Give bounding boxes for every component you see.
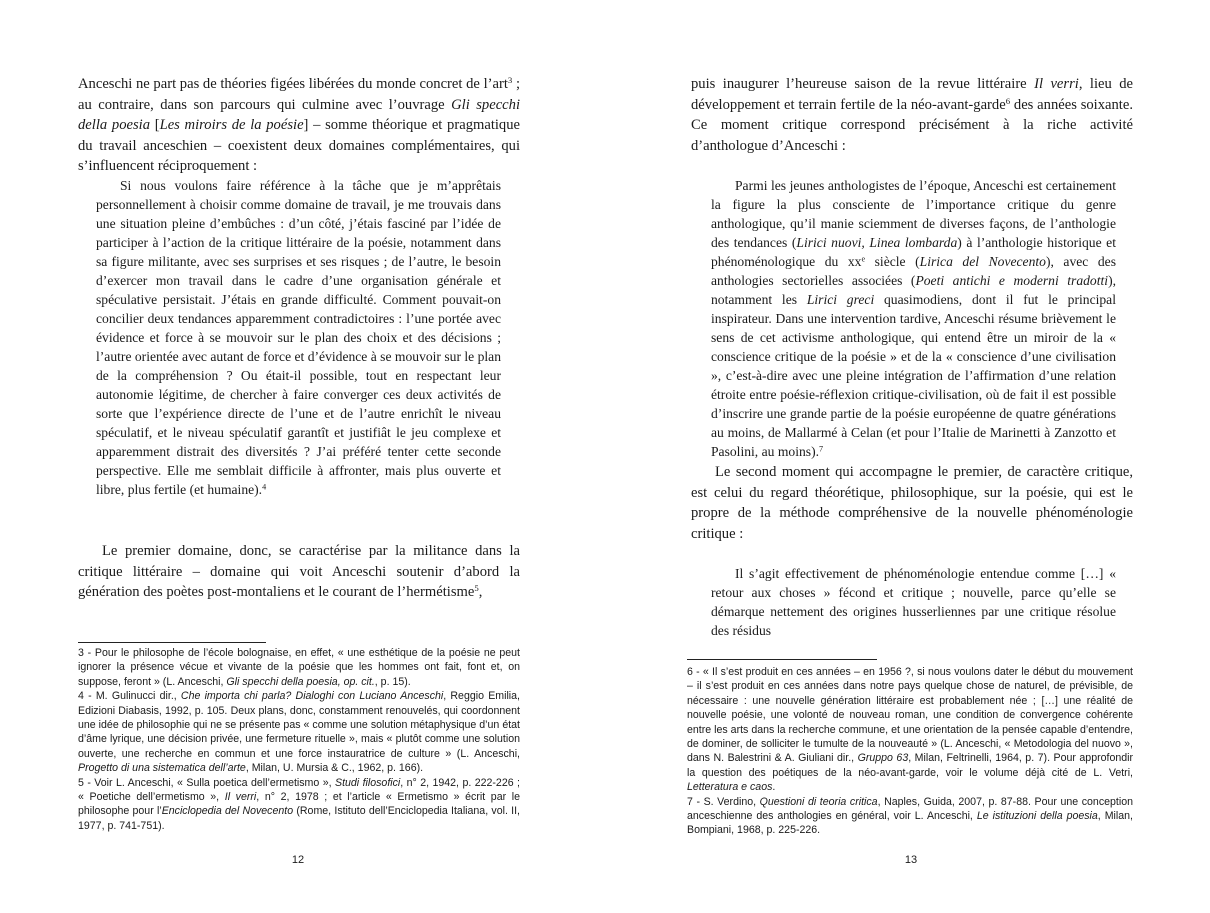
footnote: 5 - Voir L. Anceschi, « Sulla poetica dell’ermetismo », Studi filosofici, n° 2, 1942, p. 222-226 ; « Poetiche dell’ermetismo », Il verri, n° 2, 1978 ; et l’article « Ermetismo » écrit par le philosophe pour l’Enciclopedia del Novecento (Rome, Istituto dell’Enciclopedia Italiana, vol. II, 1977, p. 741-751). xyxy=(78,776,520,832)
page-number: 13 xyxy=(904,854,918,866)
paragraph: puis inaugurer l’heureuse saison de la revue littéraire Il verri, lieu de développement et terrain fertile de la néo-avant-garde$^6$ des années soixante. Ce moment critique correspond précisément à la riche activité d’anthologue d’Anceschi : xyxy=(691,76,1133,154)
paragraph: Le premier domaine, donc, se caractérise par la militance dans la critique littéraire – domaine qui voit Anceschi soutenir d’abord la génération des poètes post-montaliens et le courant de l’hermétisme$^5$, xyxy=(78,543,520,601)
footnote: 3 - Pour le philosophe de l’école bolognaise, en effet, « une esthétique de la poésie ne peut ignorer la présence vécue et vivante de la poésie que les hommes ont fait, font et, on suppose, feront » (L. Anceschi, Gli specchi della poesia, op. cit., p. 15). xyxy=(78,647,520,688)
block-quote: Il s’agit effectivement de phénoménologie entendue comme […] « retour aux choses » fécond et critique ; nouvelle, parce qu’elle se démarque nettement des origines husserliennes par une critique résolue des résidus xyxy=(711,566,1116,638)
footnotes xyxy=(78,646,520,833)
footnote-ref: 7 xyxy=(819,444,824,454)
footnote-divider xyxy=(78,642,266,643)
footnote-ref: 3 xyxy=(507,75,513,86)
footnote-divider xyxy=(687,659,877,660)
page-number: 12 xyxy=(291,854,305,866)
footnote: 7 - S. Verdino, Questioni di teoria critica, Naples, Guida, 2007, p. 87-88. Pour une conception anceschienne des anthologies en général, voir L. Anceschi, Le istituzioni della poesia, Milan, Bompiani, 1968, p. 225-226. xyxy=(687,795,1133,837)
footnote: 4 - M. Gulinucci dir., Che importa chi parla? Dialoghi con Luciano Anceschi, Reggio Emilia, Edizioni Diabasis, 1992, p. 105. Deux plans, donc, constamment renouvelés, qui coordonnent une idée de philosophie qui ne se présente pas « comme une solution métaphysique d’un état d’âme lyrique, une décision privée, une fermeture rituelle », mais « plutôt comme une solution ouverte, une recherche en commun et une force instauratrice de culture » (L. Anceschi, Progetto di una sistematica dell’arte, Milan, U. Mursia & C., 1962, p. 166). xyxy=(78,690,520,775)
footnote: 6 - « Il s’est produit en ces années – en 1956 ?, si nous voulons dater le début du mouvement – il s’est produit en ces années dans notre pays quelque chose de naturel, de prévisible, de nécessaire : une nouvelle génération littéraire est probablement née ; […] une réalité de nouvelle poésie, une volonté de nouveau roman, une condition de convergence cohérente entre les arts dans la recherche commune, et une orientation de la pensée capable d’entendre, de dominer, de solliciter le tumulte de la nouveauté » (L. Anceschi, « Metodologia del nuovo », dans N. Balestrini & A. Giuliani dir., Gruppo 63, Milan, Feltrinelli, 1964, p. 7). Pour approfondir la question des poétiques de la néo-avant-garde, voir le volume déjà cité de L. Vetri, Letteratura e caos. xyxy=(687,666,1133,794)
block-quote: Parmi les jeunes anthologistes de l’époque, Anceschi est certainement la figure la plus consciente de l’importance critique du genre anthologique, qu’il manie sciemment de diverses façons, de l’anthologie des tendances (Lirici nuovi, Linea lombarda) à l’anthologie historique et phénoménologique du $xx^e$ siècle (Lirica del Novecento), avec des anthologies sectorielles associées (Poeti antichi e moderni tradotti), notamment les Lirici greci quasimodiens, dont il fut le principal inspirateur. Dans une intervention tardive, Anceschi résume brièvement le sens de cet activisme anthologique, qui entend être un miroir de la « conscience critique de la poésie » et de la « conscience d’une civilisation », c’est-à-dire avec une pleine intégration de l’affirmation d’une relation étroite entre poésie-réflexion critique-civilisation, où de fait il est possible d’inscrire une grande partie de la poésie européenne de quatre générations au moins, de Mallarmé à Celan (et pour l’Italie de Marinetti à Zanzotto et Pasolini, au moins).$^7$ xyxy=(711,178,1116,459)
footnotes xyxy=(687,665,1133,838)
footnote-ref: 5 xyxy=(474,583,479,594)
footnote-ref: 6 xyxy=(1005,95,1011,106)
block-quote: Si nous voulons faire référence à la tâche que je m’apprêtais personnellement à choisir comme domaine de travail, je me trouvais dans une situation pleine d’embûches : d’un côté, j’étais fasciné par l’idée de participer à l’action de la critique littéraire de la poésie, notamment dans sa figure militante, avec ses surprises et ses risques ; de l’autre, le besoin d’exercer mon travail dans le cadre d’une organisation générale et spéculative persistait. J’étais en grande difficulté. Comment pouvait-on concilier deux tendances apparemment contradictoires : l’une portée avec évidence et force à se mouvoir sur le plan des choix et des décisions ; l’autre orientée avec autant de force et d’évidence à se mouvoir sur le plan de la compréhension ? Ou était-il possible, tout en respectant leur autonomie légitime, de chercher à faire converger ces deux activités de sorte que l’expérience directe de l’une et de l’autre enrichît le niveau spéculatif, et le niveau spéculatif garantît et justifiât le jeu complexe et apparemment distrait des diversités ? J’ai préféré tenter cette seconde perspective. Elle me semblait difficile à affronter, mais plus ouverte et libre, plus fertile (et humaine).$^4$ xyxy=(96,178,501,497)
footnote-ref: 4 xyxy=(262,482,267,492)
paragraph: Le second moment qui accompagne le premier, de caractère critique, est celui du regard théorétique, philosophique, sur la poésie, qui est le propre de la méthode compréhensive de la nouvelle phénoménologie critique : xyxy=(691,464,1133,542)
paragraph: Anceschi ne part pas de théories figées libérées du monde concret de l’art$^3$ ; au contraire, dans son parcours qui culmine avec l’ouvrage Gli specchi della poesia [Les miroirs de la poésie] – somme théorique et pragmatique du travail anceschien – coexistent deux domaines complémentaires, qui s’influencent réciproquement : xyxy=(78,75,521,175)
right-page xyxy=(605,0,1210,913)
